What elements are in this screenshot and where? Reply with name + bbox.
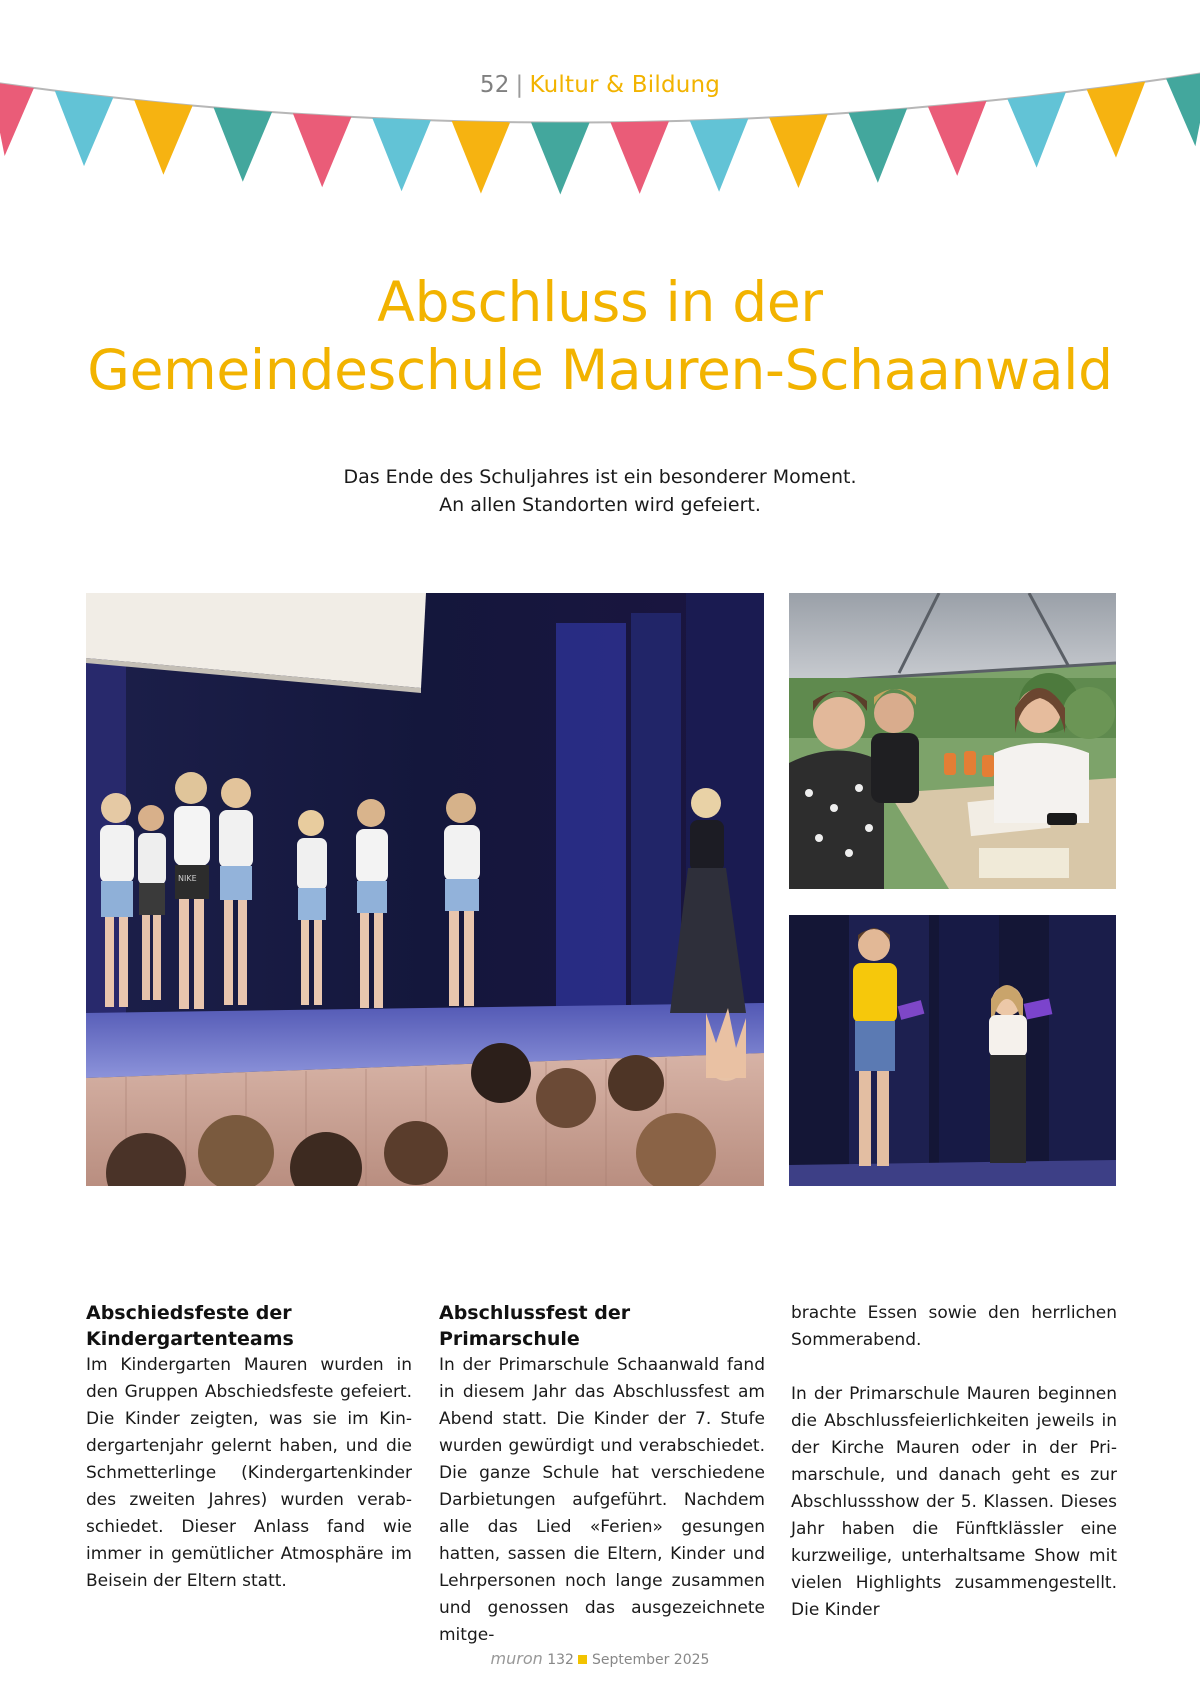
article-title xyxy=(40,268,1160,404)
column-paragraph: In der Primarschule Schaanwald fand in diesem Jahr das Abschlussfest am Abend statt. Die Kinder der 7. Stufe wurden gewürdigt und verabschiedet. Die ganze Schule hat verschiedene Darbietungen aufgeführt. Nachdem alle das Lied «Ferien» gesungen hatten, sassen die Eltern, Kinder und Lehrpersonen noch lange zusammen und genossen das ausgezeichnete mitge- xyxy=(439,1355,765,1645)
column-primarschule xyxy=(439,1300,765,1649)
photo-stage-performance xyxy=(86,593,764,1186)
page-footer xyxy=(0,1649,1200,1668)
column-paragraph: In der Primarschule Mauren beginnen die Abschlussfeierlichkeiten jeweils in der Kirche Mauren oder in der Primarschule, und danach geht es zur Abschlussshow der 5. Klassen. Dieses Jahr haben die Fünftklässler eine kurzweilige, unterhaltsame Show mit vielen Highlights zusammengestellt. Die Kinder xyxy=(791,1384,1117,1620)
column-heading: Abschlussfest der Primarschule xyxy=(439,1302,631,1350)
lead-line-2: An allen Standorten wird gefeiert. xyxy=(439,494,761,516)
issue-date: September 2025 xyxy=(591,1652,710,1668)
bunting-flag xyxy=(769,114,828,188)
title-line-2: Gemeindeschule Mauren-Schaanwald xyxy=(87,338,1113,402)
bunting-flag xyxy=(531,122,590,194)
bunting-flag xyxy=(452,121,511,194)
title-line-1: Abschluss in der xyxy=(377,270,823,334)
bunting-flag xyxy=(55,91,114,167)
bunting-flag xyxy=(849,108,908,182)
column-continued xyxy=(791,1300,1117,1624)
page-header xyxy=(0,72,1200,98)
magazine-brand: muron xyxy=(490,1649,543,1668)
bunting-flag xyxy=(293,113,352,187)
bunting-garland xyxy=(0,0,1200,240)
bunting-flag xyxy=(610,121,669,194)
bunting-flag xyxy=(134,100,193,175)
issue-number: 132 xyxy=(547,1652,574,1668)
bunting-flag xyxy=(1007,92,1066,167)
photo-teachers-toast xyxy=(789,593,1116,889)
article-lead xyxy=(200,463,1000,519)
photo-student-hosts xyxy=(789,915,1116,1186)
header-separator: | xyxy=(515,72,524,98)
column-kindergarten xyxy=(86,1300,412,1595)
column-heading: Abschiedsfeste der Kindergartenteams xyxy=(86,1302,294,1350)
bunting-flag xyxy=(214,107,273,181)
bunting-flag xyxy=(690,118,749,191)
page-number: 52 xyxy=(479,72,510,98)
column-paragraph: Im Kindergarten Mauren wurden in den Gruppen Abschiedsfeste gefeiert. Die Kinder zeigten, was sie im Kindergartenjahr gelernt haben, und die Schmetterlinge (Kindergartenkinder des zweiten Jahres) wurden verabschiedet. Dieser Anlass fand wie immer in gemütlicher Atmosphäre im Beisein der Eltern statt. xyxy=(86,1355,412,1591)
bunting-flag xyxy=(372,118,431,191)
column-paragraph: brachte Essen sowie den herrlichen Sommerabend. xyxy=(791,1303,1117,1350)
bunting-flag xyxy=(928,101,987,176)
square-icon xyxy=(578,1655,587,1664)
shirt-print: NIKE xyxy=(178,874,197,883)
section-name: Kultur & Bildung xyxy=(529,72,721,98)
lead-line-1: Das Ende des Schuljahres ist ein besonderer Moment. xyxy=(343,466,857,488)
